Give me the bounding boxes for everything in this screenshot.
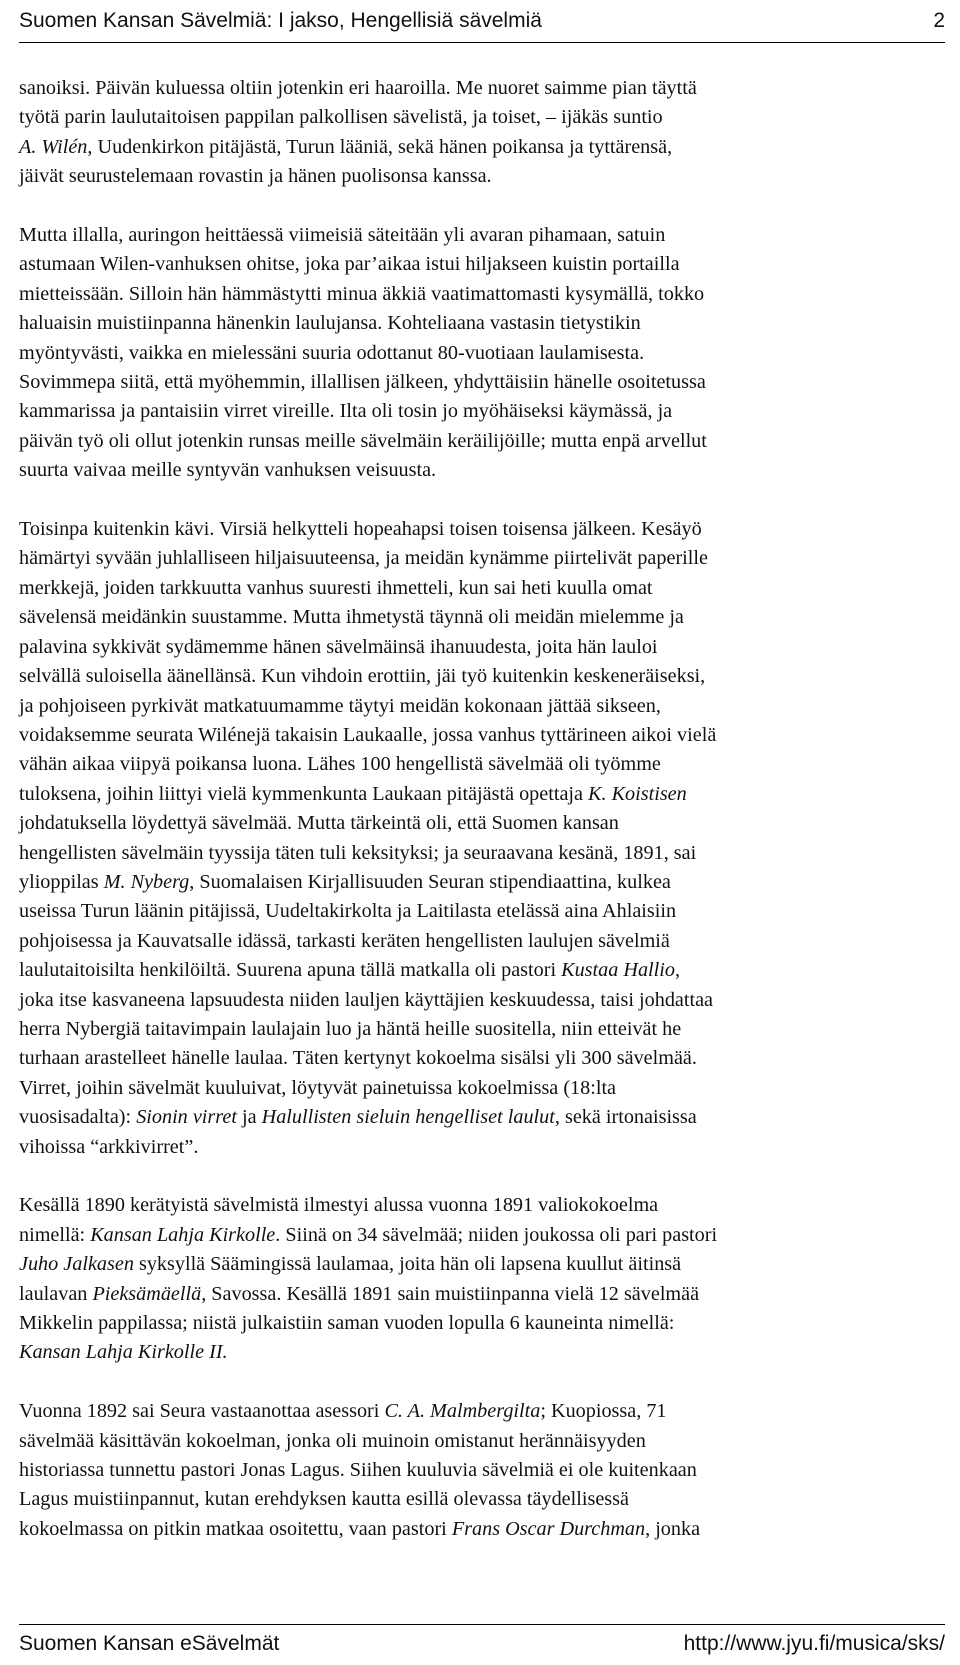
text-line <box>19 1221 949 1250</box>
italic-text: C. A. Malmbergilta <box>384 1400 541 1423</box>
header-title: Suomen Kansan Sävelmiä: I jakso, Hengellisiä sävelmiä <box>19 9 542 32</box>
text-run: selvällä suloisella äänellänsä. Kun vihdoin erottiin, jäi työ kuitenkin keskeneräiseksi, <box>19 665 706 688</box>
text-run: Vuonna 1892 sai Seura vastaanottaa asessori <box>19 1400 385 1423</box>
text-run: tuloksena, joihin liittyi vielä kymmenkunta Laukaan pitäjästä opettaja <box>19 782 589 805</box>
text-line <box>19 956 949 985</box>
text-run: kammarissa ja pantaisiin virret vireille. Ilta oli tosin jo myöhäiseksi käymässä, ja <box>19 400 673 423</box>
text-line <box>19 750 949 779</box>
text-line <box>19 809 949 838</box>
text-line <box>19 1485 949 1514</box>
text-run: sävelensä meidänkin suustamme. Mutta ihmetystä täynnä oli meidän mielemme ja <box>19 606 684 629</box>
text-run: jäivät seurustelemaan rovastin ja hänen puolisonsa kanssa. <box>19 165 492 188</box>
text-run: hengellisten sävelmäin tyyssija täten tuli keksityksi; ja seuraavana kesänä, 1891, sai <box>19 841 697 864</box>
text-run: , jonka <box>645 1517 701 1540</box>
text-run: Mutta illalla, auringon heittäessä viimeisiä säteitään yli avaran pihamaan, satuin <box>19 224 666 247</box>
text-line <box>19 1191 949 1220</box>
italic-text: Kansan Lahja Kirkolle II. <box>19 1341 228 1364</box>
text-line <box>19 309 949 338</box>
text-run: ja <box>236 1106 262 1129</box>
text-line <box>19 1044 949 1073</box>
paragraph <box>19 74 949 192</box>
text-line <box>19 986 949 1015</box>
text-line <box>19 1074 949 1103</box>
text-line <box>19 1309 949 1338</box>
text-run: , <box>674 959 681 982</box>
italic-text: Kansan Lahja Kirkolle <box>90 1223 276 1246</box>
italic-text: Kustaa Hallio <box>561 959 675 982</box>
text-run: sanoiksi. Päivän kuluessa oltiin jotenkin eri haaroilla. Me nuoret saimme pian täyttä <box>19 77 697 99</box>
text-run: suurta vaivaa meille syntyvän vanhuksen veisuusta. <box>19 459 437 482</box>
text-run: päivän työ oli ollut jotenkin runsas meille sävelmäin keräilijöille; mutta enpä arvellut <box>19 429 707 452</box>
text-run: Lagus muistiinpannut, kutan erehdyksen kautta esillä olevassa täydellisessä <box>19 1488 629 1511</box>
text-run: sävelmää käsittävän kokoelman, jonka oli muinoin omistanut herännäisyyden <box>19 1429 646 1452</box>
text-run: merkkejä, joiden tarkkuutta vanhus suuresti ihmetteli, kun sai heti kuulla omat <box>19 576 653 599</box>
paragraph <box>19 221 949 486</box>
text-run: Kesällä 1890 kerätyistä sävelmistä ilmestyi alussa vuonna 1891 valiokokoelma <box>19 1194 659 1217</box>
text-line <box>19 515 949 544</box>
text-line <box>19 839 949 868</box>
text-run: syksyllä Säämingissä laulamaa, joita hän oli lapsena kuullut äitinsä <box>133 1253 682 1276</box>
text-run: johdatuksella löydettyä sävelmää. Mutta tärkeintä oli, että Suomen kansan <box>19 812 619 835</box>
italic-text: A. Wilén <box>19 135 88 158</box>
text-run: , sekä irtonaisissa <box>554 1106 697 1129</box>
paragraph <box>19 1397 949 1544</box>
text-line <box>19 1338 949 1367</box>
text-run: työtä parin laulutaitoisen pappilan palkollisen sävelistä, ja toiset, – ijäkäs suntio <box>19 106 663 129</box>
page-footer <box>19 1624 945 1665</box>
text-run: haluaisin muistiinpanna hänenkin laulujansa. Kohteliaana vastasin tietystikin <box>19 312 641 335</box>
paragraph <box>19 1191 949 1367</box>
text-line <box>19 868 949 897</box>
text-run: Virret, joihin sävelmät kuuluivat, löytyvät painetuissa kokoelmissa (18:lta <box>19 1076 617 1099</box>
text-line <box>19 162 949 191</box>
text-run: voidaksemme seurata Wilénejä takaisin Laukaalle, jossa vanhus tyttärineen aikoi vielä <box>19 723 717 746</box>
italic-text: Frans Oscar Durchman <box>451 1517 646 1540</box>
text-line <box>19 1427 949 1456</box>
text-line <box>19 1250 949 1279</box>
text-line <box>19 103 949 132</box>
text-line <box>19 780 949 809</box>
footer-url[interactable]: http://www.jyu.fi/musica/sks/ <box>683 1632 945 1655</box>
text-run: ja pohjoiseen pyrkivät matkatuumamme täytyi meidän kokonaan jättää sikseen, <box>19 694 661 717</box>
text-run: ; Kuopiossa, 71 <box>540 1400 667 1423</box>
text-run: Sovimmepa siitä, että myöhemmin, illallisen jälkeen, yhdyttäisiin hänelle osoitetussa <box>19 371 706 394</box>
text-line <box>19 397 949 426</box>
text-line <box>19 280 949 309</box>
text-line <box>19 692 949 721</box>
text-run: . Siinä on 34 sävelmää; niiden joukossa oli pari pastori <box>275 1223 718 1246</box>
text-run: turhaan arastelleet hänelle laulaa. Täten kertynyt kokoelma sisälsi yli 300 sävelmää. <box>19 1047 697 1070</box>
footer-site-name: Suomen Kansan eSävelmät <box>19 1632 280 1655</box>
text-run: laulutaitoisilta henkilöiltä. Suurena apuna tällä matkalla oli pastori <box>19 959 562 982</box>
text-run: , Uudenkirkon pitäjästä, Turun lääniä, sekä hänen poikansa ja tyttärensä, <box>87 135 673 158</box>
text-run: laulavan <box>19 1282 93 1305</box>
text-line <box>19 662 949 691</box>
text-run: myöntyvästi, vaikka en mielessäni suuria odottanut 80-vuotiaan laulamisesta. <box>19 341 645 364</box>
page-header <box>19 2 945 43</box>
paragraph <box>19 515 949 1162</box>
text-line <box>19 1133 949 1162</box>
text-line <box>19 456 949 485</box>
text-line <box>19 427 949 456</box>
text-run: herra Nybergiä taitavimpain laulajain luo ja häntä heille suositella, niin etteivät he <box>19 1017 682 1040</box>
italic-text: Juho Jalkasen <box>19 1253 134 1276</box>
text-run: vihoissa “arkkivirret”. <box>19 1135 199 1158</box>
italic-text: Pieksämäellä <box>92 1282 202 1305</box>
italic-text: Halullisten sieluin hengelliset laulut <box>261 1106 555 1129</box>
text-run: nimellä: <box>19 1223 91 1246</box>
text-line <box>19 1456 949 1485</box>
page-number: 2 <box>933 9 945 32</box>
text-line <box>19 250 949 279</box>
text-run: historiassa tunnettu pastori Jonas Lagus. Siihen kuuluvia sävelmiä ei ole kuitenkaan <box>19 1459 697 1482</box>
italic-text: M. Nyberg <box>103 870 190 893</box>
text-run: vuosisadalta): <box>19 1106 137 1129</box>
text-run: , Savossa. Kesällä 1891 sain muistiinpanna vielä 12 sävelmää <box>201 1282 700 1305</box>
text-line <box>19 74 949 103</box>
text-run: Toisinpa kuitenkin kävi. Virsiä helkytteli hopeahapsi toisen toisensa jälkeen. Kesäyö <box>19 518 702 541</box>
document-body <box>19 74 949 1574</box>
text-line <box>19 339 949 368</box>
text-line <box>19 1015 949 1044</box>
text-run: vähän aikaa viipyä poikansa luona. Lähes 100 hengellistä sävelmää oli työmme <box>19 753 661 776</box>
italic-text: Sionin virret <box>136 1106 237 1129</box>
text-line <box>19 221 949 250</box>
text-run: joka itse kasvaneena lapsuudesta niiden lauljen käyttäjien keskuudessa, taisi johdattaa <box>19 988 714 1011</box>
text-line <box>19 1515 949 1544</box>
italic-text: K. Koistisen <box>588 782 687 805</box>
text-run: astumaan Wilen-vanhuksen ohitse, joka par’aikaa istui hiljakseen kuistin portailla <box>19 253 680 276</box>
text-line <box>19 633 949 662</box>
text-run: useissa Turun läänin pitäjissä, Uudeltakirkolta ja Laitilasta etelässä aina Ahlaisiin <box>19 900 677 923</box>
text-run: ylioppilas <box>19 870 104 893</box>
text-line <box>19 574 949 603</box>
text-run: mietteissään. Silloin hän hämmästytti minua äkkiä vaatimattomasti kysymällä, tokko <box>19 282 705 305</box>
text-run: Mikkelin pappilassa; niistä julkaistiin saman vuoden lopulla 6 kauneinta nimellä: <box>19 1312 675 1335</box>
text-run: , Suomalaisen Kirjallisuuden Seuran stipendiaattina, kulkea <box>189 870 671 893</box>
text-run: hämärtyi syvään juhlalliseen hiljaisuuteensa, ja meidän kynämme piirtelivät paperille <box>19 547 708 570</box>
text-line <box>19 1280 949 1309</box>
text-run: pohjoisessa ja Kauvatsalle idässä, tarkasti keräten hengellisten laulujen sävelmiä <box>19 929 670 952</box>
text-line <box>19 133 949 162</box>
text-line <box>19 603 949 632</box>
text-line <box>19 544 949 573</box>
text-line <box>19 721 949 750</box>
text-line <box>19 927 949 956</box>
text-line <box>19 1397 949 1426</box>
text-run: kokoelmassa on pitkin matkaa osoitettu, vaan pastori <box>19 1517 452 1540</box>
text-line <box>19 1103 949 1132</box>
text-run: palavina sykkivät sydämemme hänen sävelmäinsä ihanuudesta, joita hän lauloi <box>19 635 658 658</box>
text-line <box>19 368 949 397</box>
text-line <box>19 897 949 926</box>
